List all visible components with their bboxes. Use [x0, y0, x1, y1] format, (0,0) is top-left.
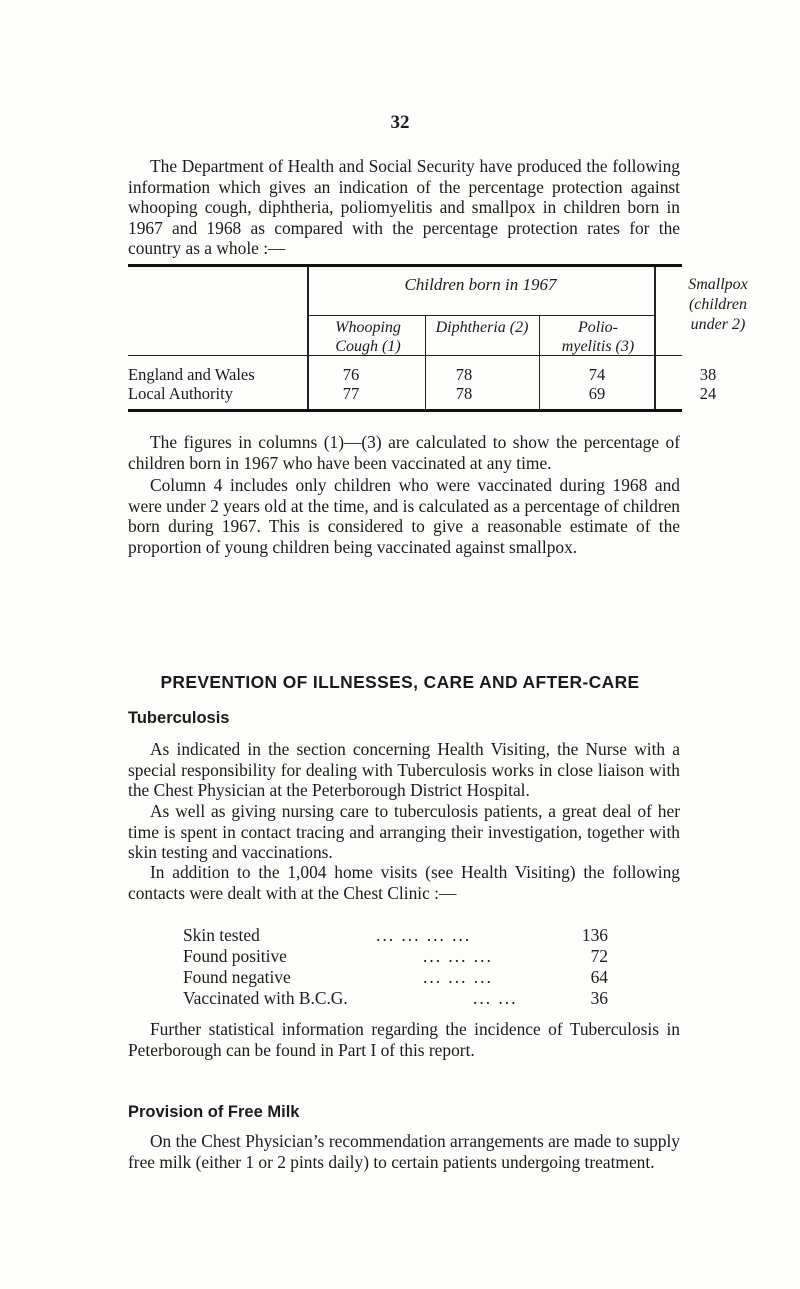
stat-label: Vaccinated with B.C.G.: [183, 988, 348, 1008]
tuberculosis-paragraph: As indicated in the section concerning Health Visiting, the Nurse with a special responsibility for dealing with Tuberculosis works in close liaison with the Chest Physician at the Peterborough District Hospital.: [128, 739, 680, 800]
stat-value: 136: [581, 925, 608, 945]
list-item: [183, 946, 608, 967]
stat-label: Skin tested: [183, 925, 260, 945]
table-bottom-rule: [128, 409, 682, 412]
notes-paragraph: The figures in columns (1)—(3) are calculated to show the percentage of children born in 1967 who have been vaccinated at any time.: [128, 432, 680, 473]
stat-value: 64: [590, 967, 608, 987]
further-info-paragraph: Further statistical information regarding the incidence of Tuberculosis in Peterborough can be found in Part I of this report.: [128, 1019, 680, 1060]
group-header: Children born in 1967: [404, 275, 557, 294]
list-item: [183, 925, 608, 946]
table-divider: [425, 315, 426, 409]
stat-label: Found negative: [183, 967, 291, 987]
table-cell: 76: [342, 365, 360, 384]
tuberculosis-paragraph: As well as giving nursing care to tuberculosis patients, a great deal of her time is spent in contact tracing and arranging their investigation, together with skin testing and vaccinations.: [128, 801, 680, 862]
table-divider: [654, 267, 656, 409]
tuberculosis-heading: Tuberculosis: [128, 709, 230, 727]
page-number: 32: [390, 112, 410, 133]
intro-paragraph: The Department of Health and Social Security have produced the following information which gives an indication of the percentage protection against whooping cough, diphtheria, poliomyelitis and smallpox in children born in 1967 and 1968 as compared with the percentage protection rates for the country as a whole :—: [128, 156, 680, 258]
stat-leader-dots: ... ... ... ...: [376, 925, 472, 945]
table-cell: 24: [699, 384, 717, 403]
table-cell: 78: [455, 384, 473, 403]
stat-value: 36: [590, 988, 608, 1008]
tuberculosis-paragraph: In addition to the 1,004 home visits (see Health Visiting) the following contacts were dealt with at the Chest Clinic :—: [128, 862, 680, 903]
list-item: [183, 988, 608, 1009]
column-header: Diphtheria (2): [435, 319, 529, 336]
column-header: Whooping Cough (1): [335, 319, 401, 355]
table-cell: 74: [588, 365, 606, 384]
table-divider: [539, 315, 540, 409]
section-heading: PREVENTION OF ILLNESSES, CARE AND AFTER-CARE: [160, 672, 640, 692]
table-row-label: England and Wales: [128, 365, 255, 384]
table-top-rule: [128, 264, 682, 267]
table-cell: 77: [342, 384, 360, 403]
free-milk-heading: Provision of Free Milk: [128, 1103, 300, 1121]
notes-paragraph: Column 4 includes only children who were vaccinated during 1968 and were under 2 years old at the time, and is calculated as a percentage of children born during 1967. This is considered to give a reasonable estimate of the proportion of young children being vaccinated against smallpox.: [128, 475, 680, 557]
table-cell: 78: [455, 365, 473, 384]
stat-leader-dots: ... ... ...: [423, 967, 493, 987]
table-cell: 38: [699, 365, 717, 384]
list-item: [183, 967, 608, 988]
table-cell: 69: [588, 384, 606, 403]
header-subrule: [307, 315, 654, 316]
stat-value: 72: [590, 946, 608, 966]
free-milk-paragraph: On the Chest Physician’s recommendation arrangements are made to supply free milk (either 1 or 2 pints daily) to certain patients undergoing treatment.: [128, 1131, 680, 1172]
stat-leader-dots: ... ... ...: [423, 946, 493, 966]
column-header: Polio- myelitis (3): [561, 319, 635, 355]
table-row-label: Local Authority: [128, 384, 233, 403]
clinic-stats-list: [183, 925, 608, 1009]
smallpox-header: Smallpox (children under 2): [688, 276, 748, 333]
stat-leader-dots: ... ...: [473, 988, 518, 1008]
stat-label: Found positive: [183, 946, 287, 966]
